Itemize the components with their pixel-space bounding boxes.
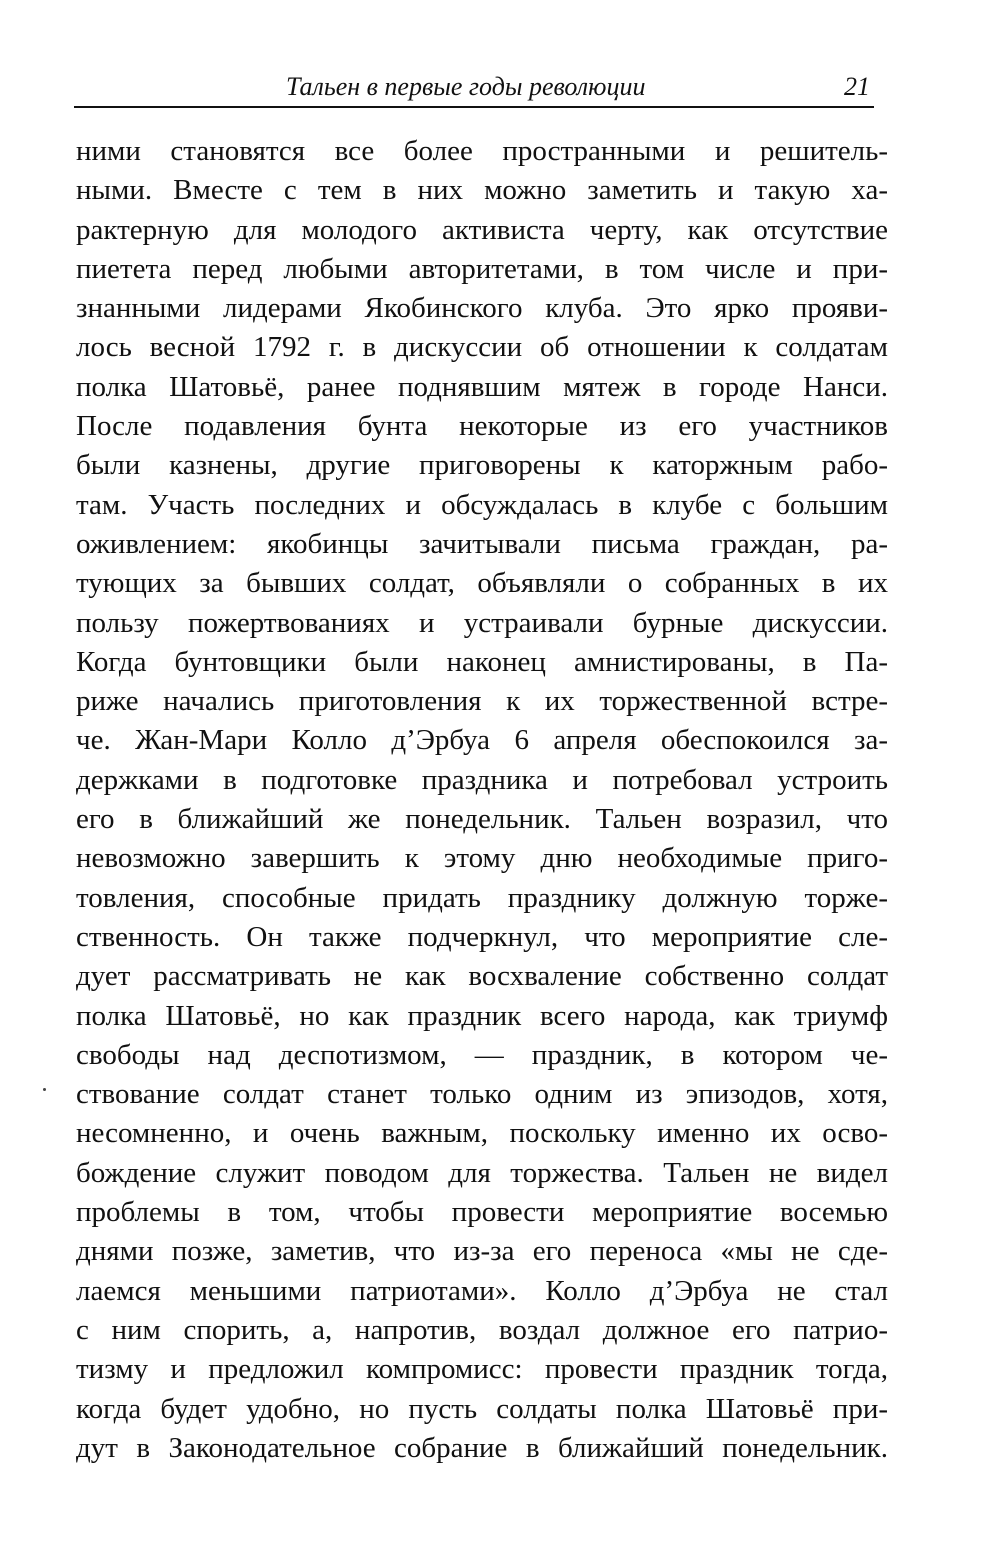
body-text [76, 132, 888, 1468]
running-title: Тальен в первые годы революции [286, 72, 646, 101]
text-line: когда будет удобно, но пусть солдаты полка Шатовьё при- [76, 1392, 888, 1425]
text-line: товления, способные придать празднику должную торже- [76, 881, 888, 914]
text-line: свободы над деспотизмом, — праздник, в котором че- [76, 1038, 888, 1071]
text-line: дует рассматривать не как восхваление собственно солдат [76, 960, 888, 993]
text-line: пользу пожертвованиях и устраивали бурные дискуссии. [76, 606, 888, 639]
text-line: с ним спорить, а, напротив, воздал должное его патрио- [76, 1313, 888, 1346]
text-line: тующих за бывших солдат, объявляли о собранных в их [76, 567, 888, 600]
text-line: там. Участь последних и обсуждалась в клубе с большим [76, 488, 888, 521]
text-line: его в ближайший же понедельник. Тальен возразил, что [76, 803, 888, 836]
text-line: тизму и предложил компромисс: провести праздник тогда, [76, 1353, 888, 1386]
text-line: полка Шатовьё, но как праздник всего народа, как триумф [76, 999, 888, 1032]
text-line: оживлением: якобинцы зачитывали письма граждан, ра- [76, 527, 888, 560]
text-line: ственность. Он также подчеркнул, что мероприятие сле- [76, 920, 888, 953]
text-line: лось весной 1792 г. в дискуссии об отношении к солдатам [76, 331, 888, 364]
text-line: риже начались приготовления к их торжественной встре- [76, 685, 888, 718]
running-head [74, 66, 874, 108]
text-line: ствование солдат станет только одним из эпизодов, хотя, [76, 1078, 888, 1111]
text-line: полка Шатовьё, ранее поднявшим мятеж в городе Нанси. [76, 370, 888, 403]
text-line: дут в Законодательное собрание в ближайший понедельник. [76, 1431, 888, 1464]
text-line: были казнены, другие приговорены к каторжным рабо- [76, 449, 888, 482]
text-line: ными. Вместе с тем в них можно заметить и такую ха- [76, 174, 888, 207]
text-line: ними становятся все более пространными и решитель- [76, 135, 888, 167]
text-line: После подавления бунта некоторые из его участников [76, 410, 888, 443]
text-line: проблемы в том, чтобы провести мероприятие восемью [76, 1196, 888, 1229]
text-line: лаемся меньшими патриотами». Колло д’Эрбуа не стал [76, 1274, 888, 1307]
text-line: держками в подготовке праздника и потребовал устроить [76, 763, 888, 796]
text-line: знанными лидерами Якобинского клуба. Это ярко прояви- [76, 292, 888, 325]
print-speck [43, 1088, 46, 1091]
text-line: днями позже, заметив, что из-за его переноса «мы не сде- [76, 1235, 888, 1268]
text-line: несомненно, и очень важным, поскольку именно их осво- [76, 1117, 888, 1150]
text-line: бождение служит поводом для торжества. Тальен не видел [76, 1156, 888, 1189]
text-line: рактерную для молодого активиста черту, как отсутствие [76, 213, 888, 246]
text-line: че. Жан-Мари Колло д’Эрбуа 6 апреля обеспокоился за- [76, 724, 888, 757]
page-number: 21 [844, 72, 870, 101]
text-line: Когда бунтовщики были наконец амнистированы, в Па- [76, 645, 888, 678]
text-line: невозможно завершить к этому дню необходимые приго- [76, 842, 888, 875]
text-line: пиетета перед любыми авторитетами, в том числе и при- [76, 252, 888, 285]
